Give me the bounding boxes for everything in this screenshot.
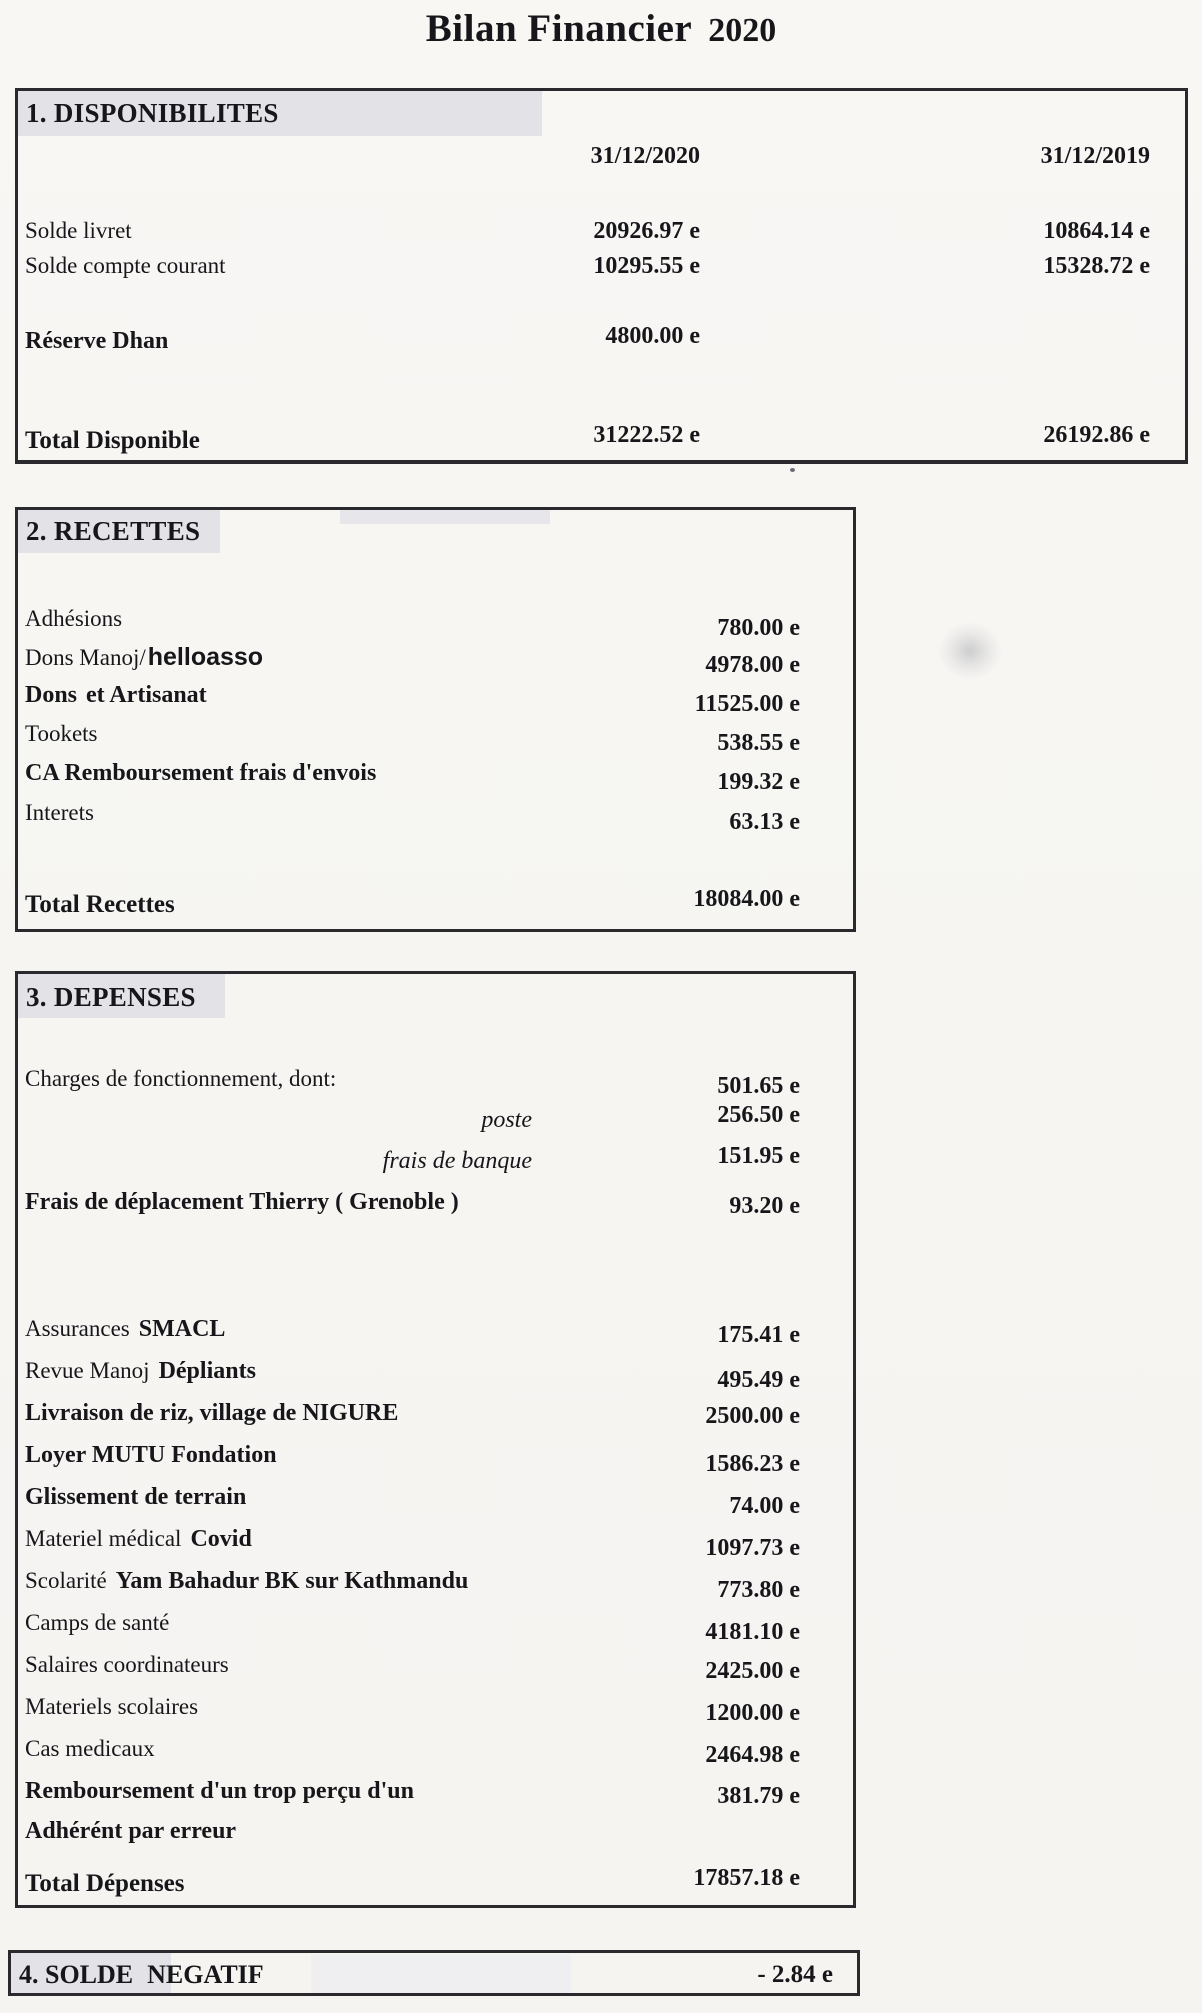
row-label: Camps de santé	[25, 1610, 170, 1635]
row-value: 1200.00 e	[705, 1700, 800, 1726]
row-value-2020: 4800.00 e	[605, 323, 700, 349]
scan-speck	[790, 468, 795, 472]
total-value: 18084.00 e	[693, 886, 800, 912]
row-value: 93.20 e	[729, 1193, 800, 1219]
scan-smudge	[938, 622, 1002, 680]
row-label-suffix: helloasso	[147, 643, 264, 671]
total-row	[18, 422, 1185, 463]
column-header-2019: 31/12/2019	[1040, 143, 1150, 169]
row-value: 256.50 e	[717, 1102, 800, 1128]
row-label: Salaires coordinateurs	[25, 1652, 229, 1677]
row-value: 381.79 e	[717, 1783, 800, 1809]
row-value: 199.32 e	[717, 769, 800, 795]
row-value: 538.55 e	[717, 730, 800, 756]
table-row	[18, 1189, 853, 1225]
total-value-2020: 31222.52 e	[593, 422, 700, 448]
table-row	[18, 1526, 853, 1562]
row-value-2019: 10864.14 e	[1043, 218, 1150, 244]
row-value: 780.00 e	[717, 615, 800, 641]
row-value: 2464.98 e	[705, 1742, 800, 1768]
table-row	[18, 323, 1185, 364]
table-row	[18, 1358, 853, 1394]
scan-gray-stripe	[340, 510, 550, 524]
table-row	[18, 1736, 853, 1772]
section-recettes-box	[15, 507, 856, 932]
table-row	[18, 218, 1185, 254]
solde-heading-highlighted: 4. SOLDE	[19, 1960, 134, 1989]
row-label: Solde livret	[25, 218, 132, 243]
table-row	[18, 1818, 853, 1854]
row-label: Adhérént par erreur	[25, 1818, 237, 1844]
table-row	[18, 1066, 853, 1102]
row-label: Scolarité Yam Bahadur BK sur Kathmandu	[25, 1568, 469, 1594]
table-row	[18, 800, 853, 836]
row-value: 4181.10 e	[705, 1619, 800, 1645]
row-label: Cas medicaux	[25, 1736, 155, 1761]
table-row	[18, 1652, 853, 1688]
row-value: 2500.00 e	[705, 1403, 800, 1429]
total-label: Total Disponible	[25, 427, 200, 454]
table-row	[18, 643, 853, 679]
document-title	[0, 6, 1202, 51]
row-value: 2425.00 e	[705, 1658, 800, 1684]
row-label: Tookets	[25, 721, 98, 746]
table-row	[18, 1316, 853, 1352]
solde-heading-rest: NEGATIF	[147, 1960, 264, 1989]
table-row	[18, 760, 853, 796]
row-label: Dons Manoj/helloasso	[25, 643, 264, 671]
table-row	[18, 1568, 853, 1604]
solde-value: - 2.84 e	[757, 1961, 833, 1988]
row-value: 4978.00 e	[705, 652, 800, 678]
table-row	[18, 606, 853, 642]
table-row	[18, 682, 853, 718]
row-label: Solde compte courant	[25, 253, 226, 278]
row-value-2020: 20926.97 e	[593, 218, 700, 244]
row-label: poste	[481, 1107, 532, 1133]
row-value: 63.13 e	[729, 809, 800, 835]
row-value: 11525.00 e	[694, 691, 800, 717]
table-row	[18, 1610, 853, 1646]
scan-gray-patch	[311, 1955, 571, 1993]
table-row	[18, 1102, 853, 1143]
row-value: 74.00 e	[729, 1493, 800, 1519]
row-label-suffix: et Artisanat	[86, 682, 207, 708]
row-value: 1097.73 e	[705, 1535, 800, 1561]
row-label: Adhésions	[25, 606, 123, 631]
section-1-heading: 1. DISPONIBILITES	[26, 98, 279, 128]
row-label: Revue Manoj Dépliants	[25, 1358, 256, 1384]
total-row	[18, 886, 853, 927]
row-value: 773.80 e	[717, 1577, 800, 1603]
row-value: 175.41 e	[717, 1322, 800, 1348]
row-value-2020: 10295.55 e	[593, 253, 700, 279]
total-row	[18, 1865, 853, 1906]
total-label: Total Recettes	[25, 891, 175, 918]
table-row	[18, 1484, 853, 1520]
row-label: Remboursement d'un trop perçu d'un	[25, 1778, 414, 1804]
section-3-heading: 3. DEPENSES	[26, 982, 196, 1012]
total-value-2019: 26192.86 e	[1043, 422, 1150, 448]
row-value: 151.95 e	[717, 1143, 800, 1169]
row-value: 501.65 e	[717, 1073, 800, 1099]
column-header-row	[18, 143, 1185, 179]
row-label: Réserve Dhan	[25, 328, 169, 354]
title-text: Bilan Financier	[425, 7, 693, 50]
row-label: Assurances SMACL	[25, 1316, 226, 1342]
row-value: 1586.23 e	[705, 1451, 800, 1477]
row-label-suffix: SMACL	[138, 1316, 226, 1342]
row-label: Livraison de riz, village de NIGURE	[25, 1400, 399, 1426]
row-label: CA Remboursement frais d'envois	[25, 760, 377, 786]
row-label: Materiel médical Covid	[25, 1526, 252, 1552]
row-label: Charges de fonctionnement, dont:	[25, 1066, 337, 1091]
row-label-suffix: Yam Bahadur BK sur Kathmandu	[115, 1568, 469, 1594]
section-depenses-box	[15, 971, 856, 1908]
row-value: 495.49 e	[717, 1367, 800, 1393]
table-row	[18, 1400, 853, 1436]
row-label: Interets	[25, 800, 94, 825]
row-label: Materiels scolaires	[25, 1694, 199, 1719]
total-label: Total Dépenses	[25, 1870, 185, 1897]
row-label: Glissement de terrain	[25, 1484, 247, 1510]
table-row	[18, 253, 1185, 289]
table-row	[18, 1143, 853, 1184]
row-label: Dons et Artisanat	[25, 682, 207, 708]
row-label-suffix: Covid	[190, 1526, 252, 1552]
row-label: Frais de déplacement Thierry ( Grenoble )	[25, 1189, 459, 1215]
table-row	[18, 1778, 853, 1814]
section-2-heading: 2. RECETTES	[26, 516, 201, 546]
table-row	[18, 1442, 853, 1478]
column-header-2020: 31/12/2020	[590, 143, 700, 169]
total-value: 17857.18 e	[693, 1865, 800, 1891]
section-solde-box	[8, 1950, 860, 1996]
table-row	[18, 1694, 853, 1730]
section-4-heading	[19, 1960, 264, 1990]
title-year: 2020	[708, 12, 777, 49]
table-row	[18, 721, 853, 757]
row-value-2019: 15328.72 e	[1043, 253, 1150, 279]
row-label: frais de banque	[382, 1148, 532, 1174]
row-label-suffix: Dépliants	[158, 1358, 256, 1384]
row-label: Loyer MUTU Fondation	[25, 1442, 277, 1468]
section-disponibilites-box	[15, 88, 1188, 464]
